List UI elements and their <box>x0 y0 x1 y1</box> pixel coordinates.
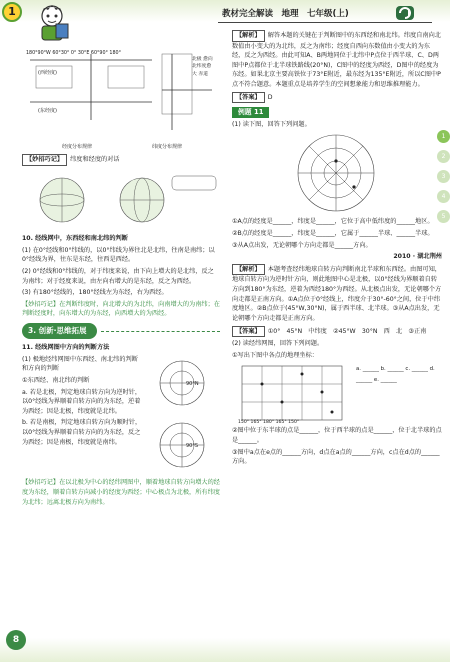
question-2: (2) 读经纬网图，回答下列问题。 <box>232 340 324 348</box>
s10-p3: (3) 有180°经线的，180°经线左为东经，右为西经。 <box>22 289 168 297</box>
mascot-icon <box>30 2 74 44</box>
tip-text: 纬度和经度的对话 <box>70 156 120 163</box>
tip-dialogue <box>22 154 220 166</box>
s11-text <box>22 355 142 479</box>
side-tab-1[interactable]: 1 <box>437 130 450 143</box>
s11-p3: a. 若是北极，判定地球自转方向为逆时针，以0°经线为界顺着自转方向的为东经，逆着为西经；因是北极，纬度就是北纬。 <box>22 388 142 415</box>
footer-page-number: 8 <box>6 630 26 650</box>
section-10-title: 10. 经线网中，东西经和南北纬的判断 <box>22 235 128 243</box>
section-3-rule <box>101 331 220 332</box>
footer-band <box>0 638 450 662</box>
header-title: 教材完全解读 地理 七年级(上) <box>222 9 349 19</box>
diagram-caption-right: 纬度分布规律 <box>152 144 183 150</box>
answer-2 <box>232 326 442 338</box>
polar-diagrams <box>142 355 220 479</box>
diagram-west-label: (西经度) <box>38 70 57 76</box>
analysis-2-text: 本题考查经纬地球自转方向判断南北半球和东西经。由图可知，地球自转方向为逆时针方向，则此地图中心是北极，以0°经线为界顺着自转方向到180°为东经，逆着为西经180°为西经。从北极点出发，无论朝哪个方向走都是正南方向。①A点位于0°经线上，纬度介于30°-60°之间，位于中纬度地区。②B点位于(45°W,30°N)，属于西半球、北半球。③从A点出发，无论朝哪个方向走都是正南方向。 <box>232 265 442 322</box>
question-2a: ①写出下图中各点的地理坐标： <box>232 351 318 359</box>
fill-4: ②图中位于东半球的点是______，位于西半球的点是______，位于北半球的点是______。 <box>232 427 442 444</box>
grid-map-figure <box>232 362 352 426</box>
answer-1-label: 【答案】 <box>232 92 265 104</box>
s10-p2: (2) 0°经线和0°纬线的，对于纬度来说，由下向上增大的是北纬，反之为南纬；对于经度来说，由左向右增大的是东经，反之为西经。 <box>22 268 214 285</box>
arrow-icon <box>396 6 414 20</box>
left-column <box>22 50 220 509</box>
diagram-axis-top: 180°90°W 60°30° 0° 30°E 60°90° 180° <box>26 51 121 56</box>
globe-dialogue-illustration <box>22 168 220 228</box>
grid-point-blanks: a. ______ b. ______ c. ______ d. ______ e. ______ <box>356 366 435 383</box>
fill-3: ③从A点出发，无论朝哪个方向走都是______方向。 <box>232 241 372 249</box>
polar-north-label: 90°N <box>186 380 199 387</box>
side-tab-5[interactable]: 5 <box>437 210 450 223</box>
tip-label: 【妙招巧记】 <box>22 154 67 166</box>
fill-5: ③图中a点在e点的______方向，d点在a点的______方向，c点在d点的______方向。 <box>232 448 440 466</box>
circle-map-figure <box>232 131 442 217</box>
side-tab-4[interactable]: 4 <box>437 190 450 203</box>
diagram-caption-left: 经度分布规律 <box>62 144 93 150</box>
longitude-latitude-diagram <box>22 50 220 154</box>
section-11-title: 11. 经线网图中方向的判断方法 <box>22 344 110 352</box>
answer-2-text: ①0° 45°N 中纬度 ②45°W 30°N 西 北 ③正南 <box>267 327 427 335</box>
analysis-1-label: 【解析】 <box>232 30 265 42</box>
analysis-1 <box>232 30 442 90</box>
section-3-banner <box>22 323 220 339</box>
chapter-badge: 1 <box>2 2 22 22</box>
s11-p2: ①东西经、南北纬的判断 <box>22 376 90 384</box>
s11-tip: 【妙招巧记】在以北极为中心的经纬网图中，顺着地球自转方向增大的经度为东经，顺着自转方向减小的经度为西经；中心极点为北极，所有纬度为北纬；远离北极方向为南纬。 <box>22 479 220 506</box>
page-footer <box>0 628 450 662</box>
section-3-title: 3. 创新·思维拓展 <box>22 323 97 339</box>
right-column <box>232 30 442 469</box>
circle-map <box>232 131 442 217</box>
grid-longitude-labels: 150° 165° 180° 165° 150° <box>238 420 300 426</box>
side-tab-3[interactable]: 3 <box>437 170 450 183</box>
s11-p1: (1) 极地经纬网图中东西经、南北纬的判断和方向的判断 <box>22 355 138 373</box>
diagram-side-label: 北极 愈向北纬度愈大 赤道 <box>192 57 213 77</box>
s11-p4: b. 若是南极，判定地球自转方向为顺时针，以0°经线为界顺着自转方向的为东经，反之为西经；因是南极，纬度就是南纬。 <box>22 419 142 446</box>
side-tab-2[interactable]: 2 <box>437 150 450 163</box>
example-label: 例题 11 <box>232 107 269 118</box>
top-diagram <box>22 50 220 154</box>
analysis-2 <box>232 264 442 324</box>
question-1: (1) 读下图，回答下列问题。 <box>232 120 311 128</box>
fill-2: ②B点的经度是______，纬度是______，它属于______半球、______半球。 <box>232 230 434 238</box>
s10-tip: 【妙招巧记】在判断纬度时，向北增大的为北纬，向南增大的为南纬；在判断经度时，向东增大的为东经，向西增大的为西经。 <box>22 300 220 318</box>
fill-1: ①A点的经度是______，纬度是______，它位于高中低纬度的______地区。 <box>232 218 434 226</box>
polar-map-figure <box>142 355 220 475</box>
answer-1-text: D <box>267 93 273 101</box>
grid-map <box>232 362 442 426</box>
s11-body <box>22 355 220 479</box>
header-rule <box>218 22 432 23</box>
s10-p1: (1) 在0°经线和0°纬线的，以0°纬线为界往北是北纬，往南是南纬；以0°经线为界，往东是东经，往西是西经。 <box>22 246 215 264</box>
source-year: 2010 · 湖北荆州 <box>393 253 442 261</box>
answer-2-label: 【答案】 <box>232 326 265 338</box>
answer-1 <box>232 92 442 104</box>
diagram-east-label: (东经度) <box>38 108 57 114</box>
analysis-1-text: 解答本题的关键在于判断图中的东西经和南北纬。纬度自南向北数值由小变大的为北纬，反之为南纬；经度自西向东数值由小变大的为东经，反之为西经。由此可知A、B两地同位于北纬中P点位于西半球、C、D两图中P点都位于北半球铁路线(20°N)，C图中的经度为西经，D图中的经度为东经。如果北京主要高铁位于73°E附近，最东经为135°E附近，所以C图中P点不符合题意。本题重点是培养学生的空间想象能力和思维推理能力。 <box>232 32 441 89</box>
analysis-2-label: 【解析】 <box>232 264 265 276</box>
polar-south-label: 90°S <box>186 442 199 449</box>
